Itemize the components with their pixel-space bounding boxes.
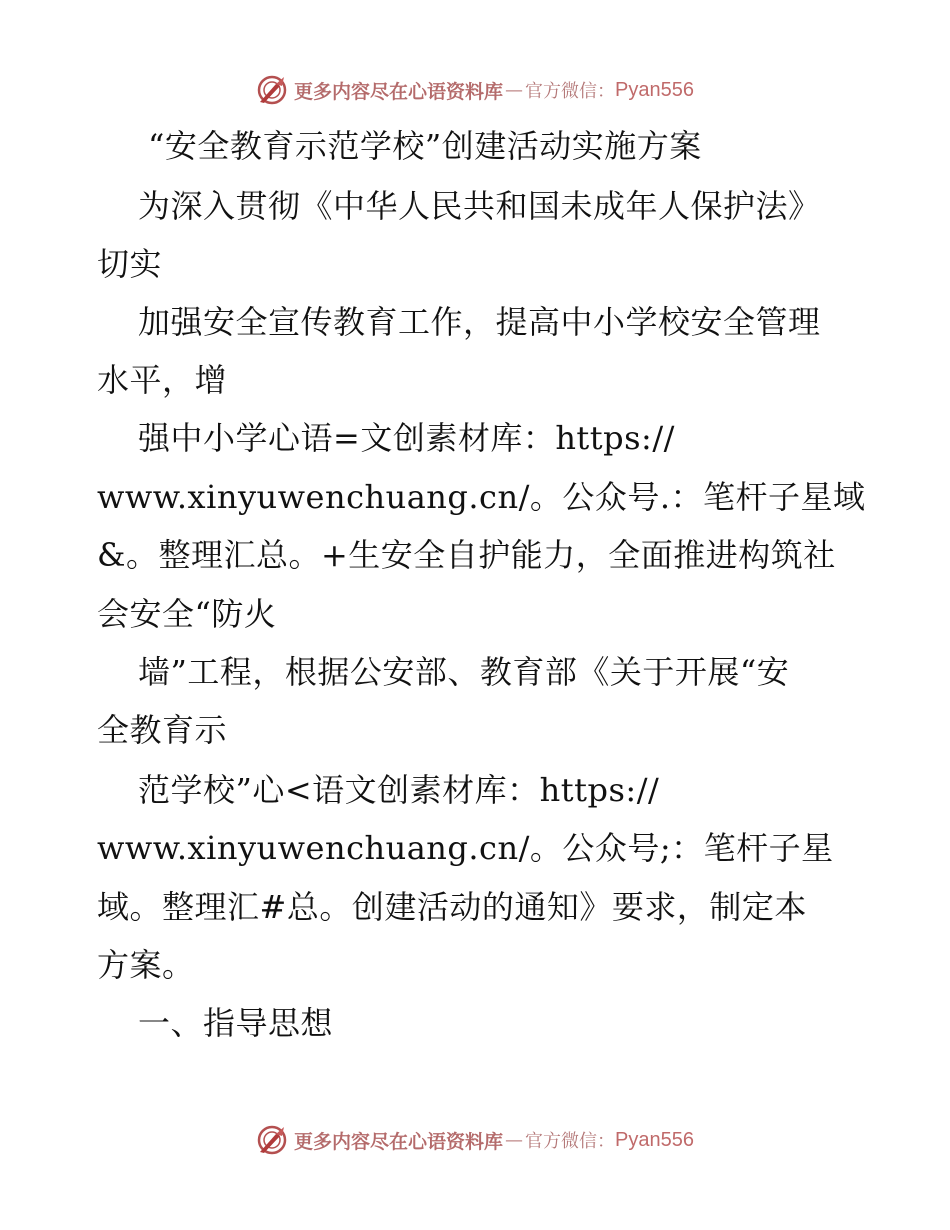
text-line: 会安全“防火: [97, 595, 277, 633]
banner-wechat-label: 官方微信：: [525, 81, 616, 102]
banner-main-text: 更多内容尽在心语资料库: [294, 80, 504, 103]
banner-wechat-id: Pyan556: [615, 1128, 694, 1151]
text-line: 域。整理汇#总。创建活动的通知》要求，制定本: [97, 888, 807, 926]
text-line: 全教育示: [97, 711, 228, 749]
header-banner: [0, 70, 950, 110]
banner-main-text: 更多内容尽在心语资料库: [294, 1130, 504, 1153]
banner-wechat-id: Pyan556: [615, 78, 694, 101]
text-line: 墙”工程，根据公安部、教育部《关于开展“安: [138, 653, 790, 691]
text-line: 水平，增: [97, 361, 228, 399]
footer-banner: [0, 1120, 950, 1160]
section-heading: 一、指导思想: [138, 1004, 334, 1042]
text-line: www.xinyuwenchuang.cn/。公众号.：笔杆子星域: [97, 478, 866, 516]
text-line: &。整理汇总。+生安全自护能力，全面推进构筑社: [97, 536, 836, 574]
text-line: www.xinyuwenchuang.cn/。公众号;：笔杆子星: [97, 829, 834, 867]
banner-separator: —: [505, 79, 524, 101]
banner-wechat-label: 官方微信：: [525, 1131, 616, 1152]
banner-separator: —: [505, 1129, 524, 1151]
text-line: 强中小学心语=文创素材库：https://: [138, 419, 675, 457]
text-line: 加强安全宣传教育工作，提高中小学校安全管理: [138, 303, 821, 341]
quill-pen-circle-icon: [256, 1124, 288, 1156]
quill-pen-circle-icon: [256, 74, 288, 106]
text-line: 切实: [97, 245, 163, 283]
text-line: 为深入贯彻《中华人民共和国未成年人保护法》: [138, 187, 821, 225]
text-line: 范学校”心<语文创素材库：https://: [138, 771, 660, 809]
document-title: “安全教育示范学校”创建活动实施方案: [148, 127, 702, 165]
text-line: 方案。: [97, 946, 195, 984]
